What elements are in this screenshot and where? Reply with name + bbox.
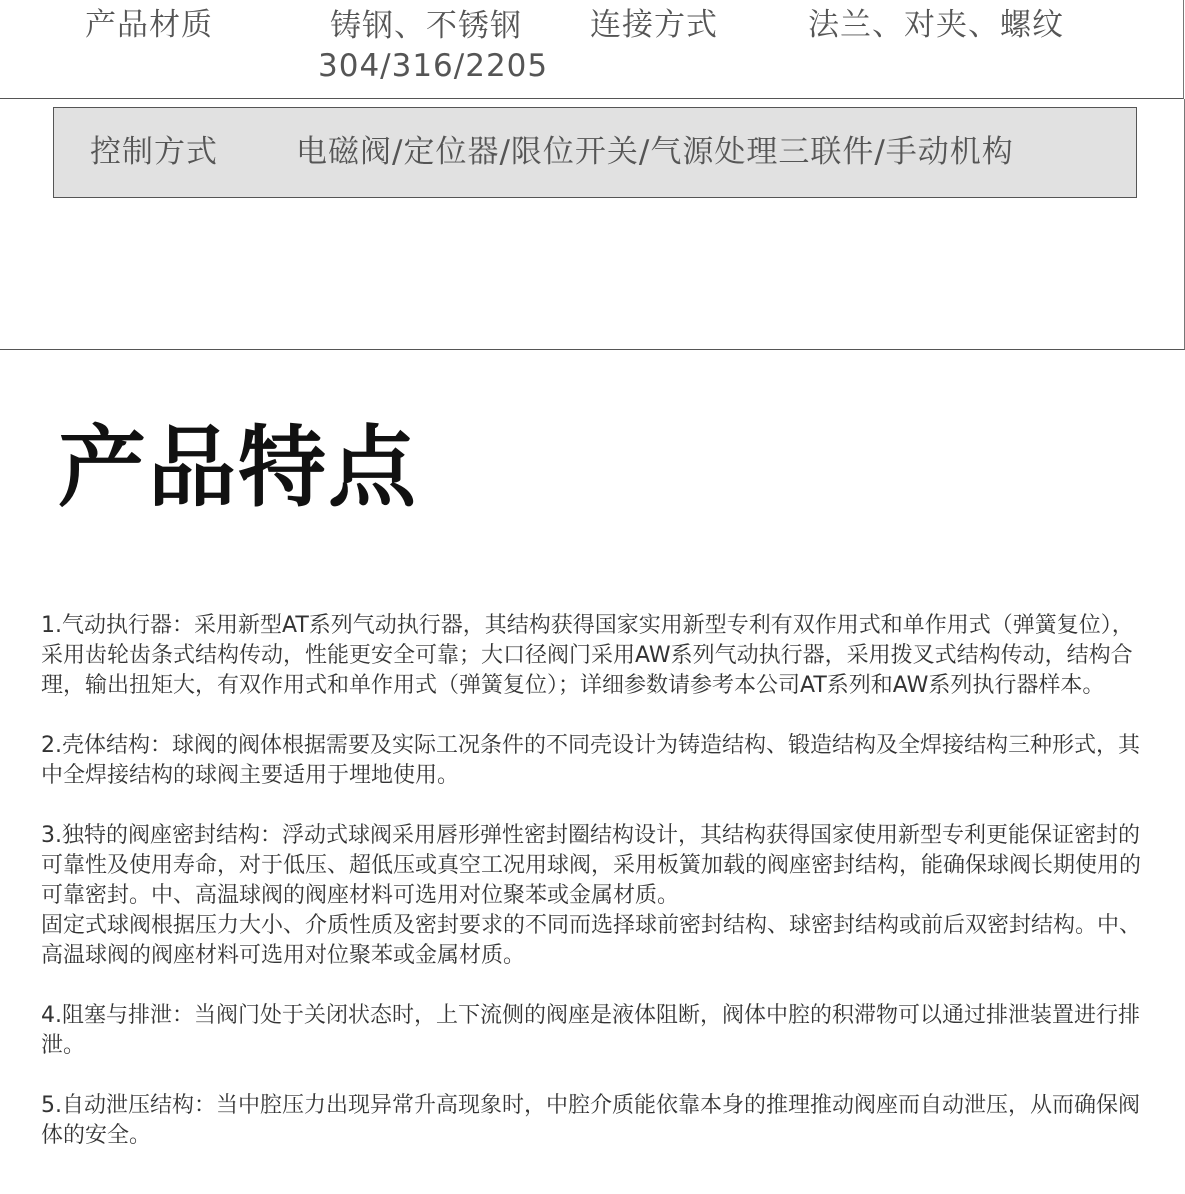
features-title: 产品特点 xyxy=(58,416,419,519)
control-label: 控制方式 xyxy=(90,134,218,170)
material-value-line2: 304/316/2205 xyxy=(318,48,549,84)
feature-item-4 xyxy=(41,1001,1146,1061)
connection-value: 法兰、对夹、螺纹 xyxy=(808,7,1064,43)
material-value xyxy=(318,6,548,86)
feature-paragraph: 固定式球阀根据压力大小、介质性质及密封要求的不同而选择球前密封结构、球密封结构或前后双密封结构。中、高温球阀的阀座材料可选用对位聚苯或金属材质。 xyxy=(41,913,1142,968)
features-list xyxy=(41,611,1146,1181)
feature-item-5 xyxy=(41,1091,1146,1151)
control-value: 电磁阀/定位器/限位开关/气源处理三联件/手动机构 xyxy=(296,134,1014,170)
feature-paragraph: 1.气动执行器：采用新型AT系列气动执行器，其结构获得国家实用新型专利有双作用式和单作用式（弹簧复位），采用齿轮齿条式结构传动，性能更安全可靠；大口径阀门采用AW系列气动执行器，采用拨叉式结构传动，结构合理，输出扭矩大，有双作用式和单作用式（弹簧复位）；详细参数请参考本公司AT系列和AW系列执行器样本。 xyxy=(41,613,1134,698)
spec-table-row-control xyxy=(0,99,1185,350)
spec-table-row-material xyxy=(0,0,1184,99)
feature-item-3 xyxy=(41,821,1146,971)
feature-item-2 xyxy=(41,731,1146,791)
feature-paragraph: 4.阻塞与排泄：当阀门处于关闭状态时，上下流侧的阀座是液体阻断，阀体中腔的积滞物可以通过排泄装置进行排泄。 xyxy=(41,1003,1140,1058)
feature-paragraph: 2.壳体结构：球阀的阀体根据需要及实际工况条件的不同壳设计为铸造结构、锻造结构及全焊接结构三种形式，其中全焊接结构的球阀主要适用于埋地使用。 xyxy=(41,733,1140,788)
material-value-line1: 铸钢、不锈钢 xyxy=(330,8,522,44)
feature-item-1 xyxy=(41,611,1146,701)
control-row-box xyxy=(53,107,1137,198)
feature-paragraph: 3.独特的阀座密封结构：浮动式球阀采用唇形弹性密封圈结构设计，其结构获得国家使用新型专利更能保证密封的可靠性及使用寿命，对于低压、超低压或真空工况用球阀，采用板簧加载的阀座密封结构，能确保球阀长期使用的可靠密封。中、高温球阀的阀座材料可选用对位聚苯或金属材质。 xyxy=(41,823,1142,908)
connection-label: 连接方式 xyxy=(590,7,718,43)
material-label: 产品材质 xyxy=(85,7,213,43)
feature-paragraph: 5.自动泄压结构：当中腔压力出现异常升高现象时，中腔介质能依靠本身的推理推动阀座而自动泄压，从而确保阀体的安全。 xyxy=(41,1093,1140,1148)
